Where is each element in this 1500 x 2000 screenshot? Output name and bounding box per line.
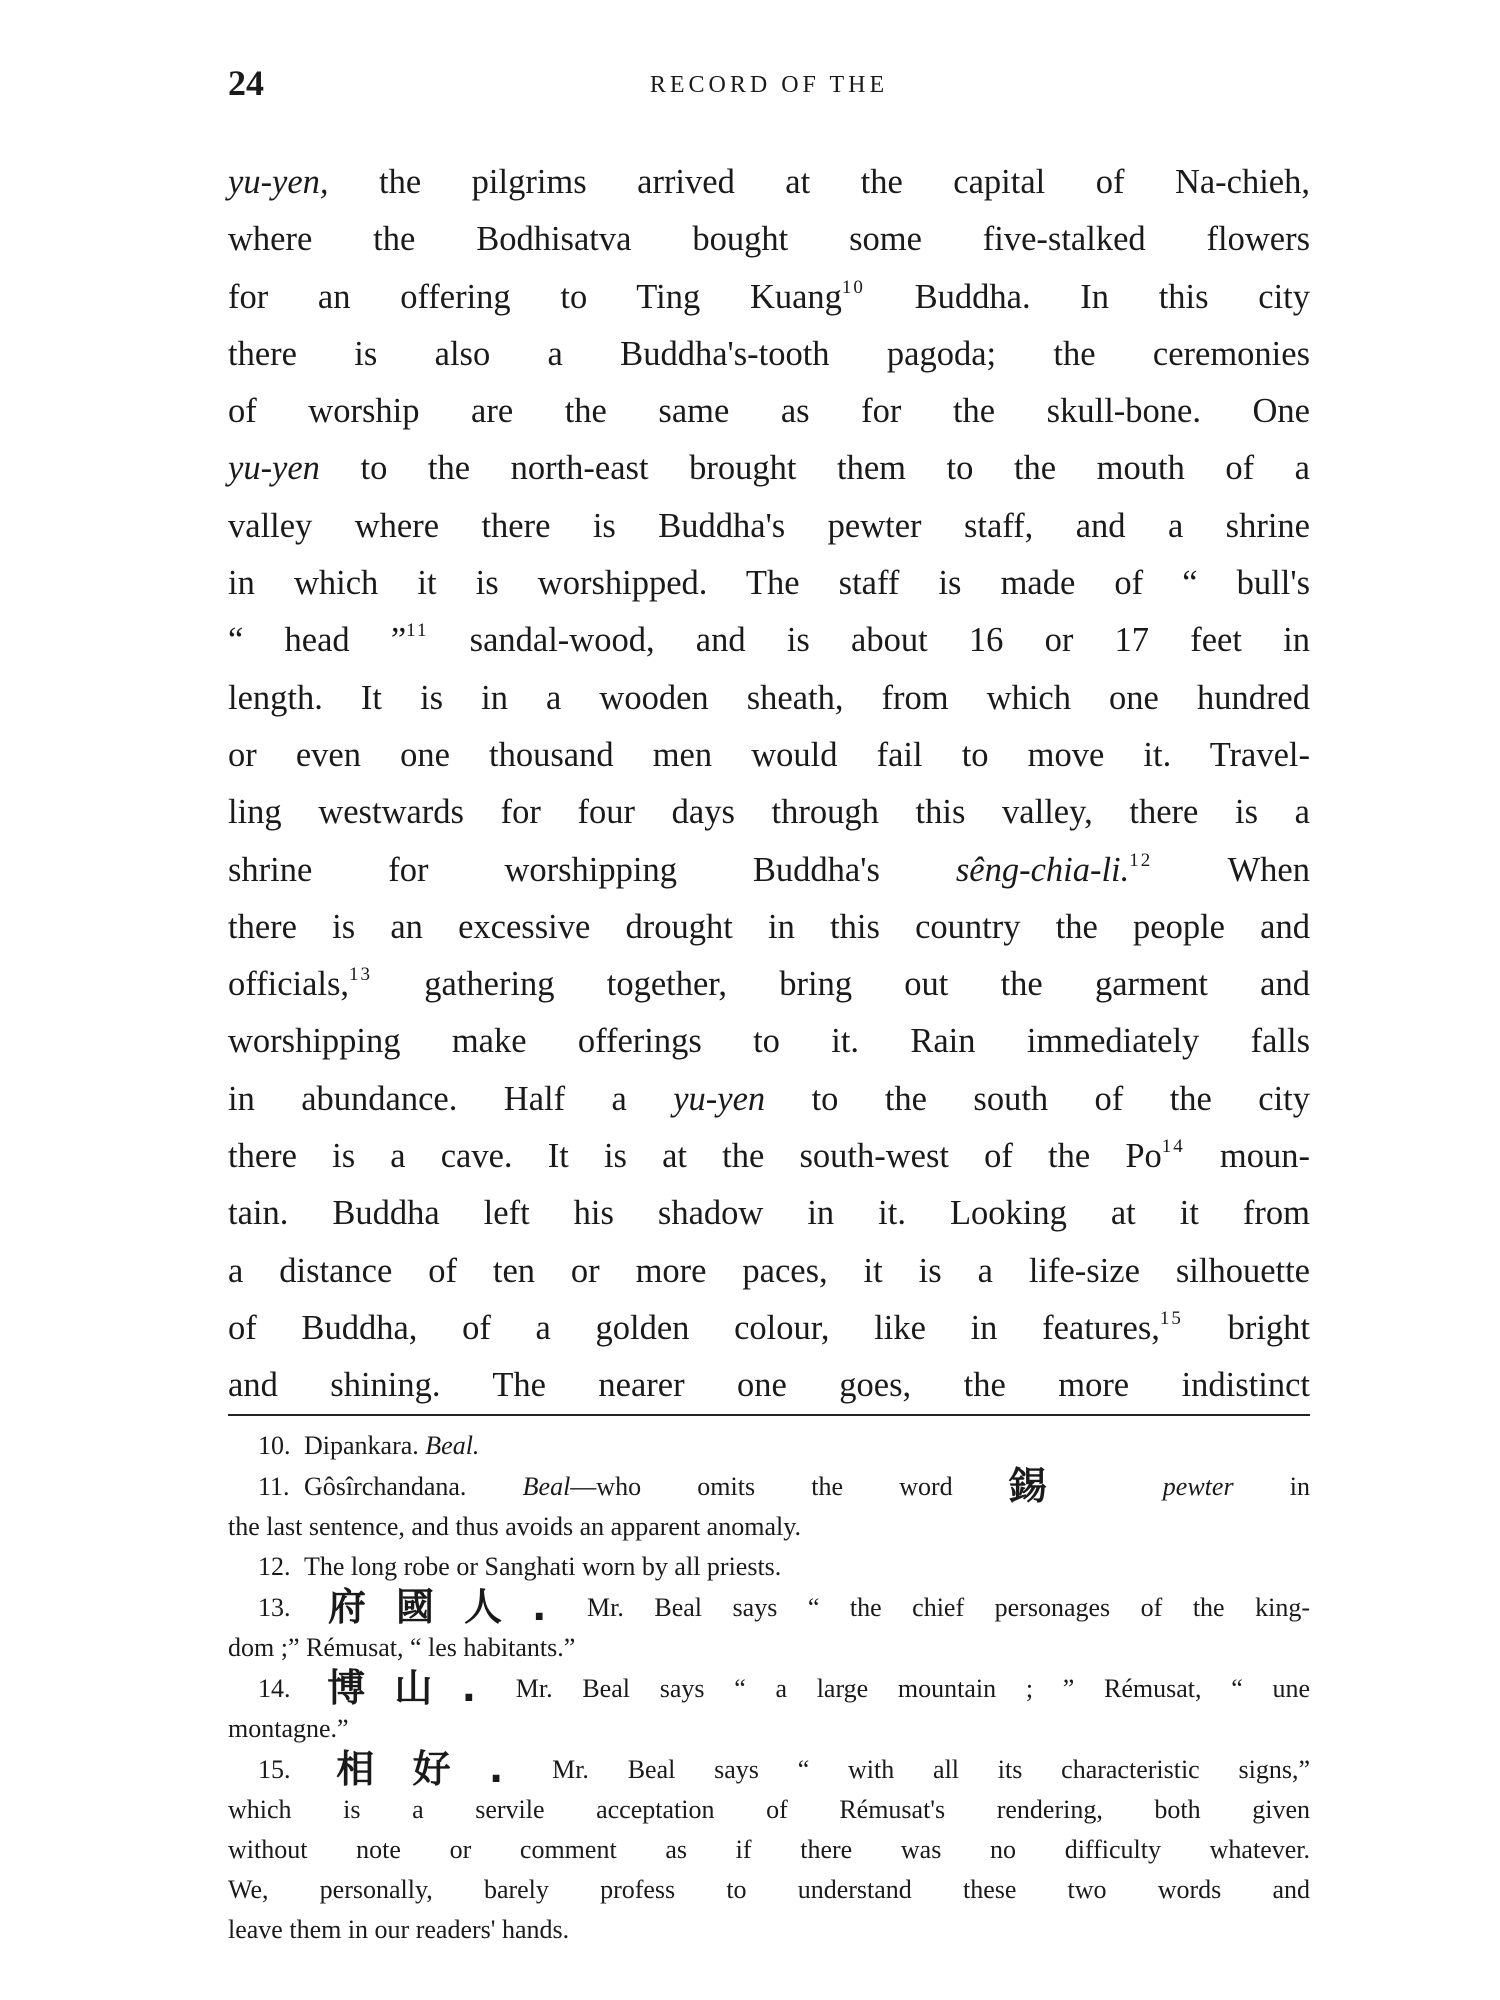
- text-line: length. It is in a wooden sheath, from which one hundred: [228, 678, 1310, 717]
- footnote-ref: 15: [1159, 1307, 1183, 1329]
- text-span: in: [1233, 1472, 1310, 1501]
- text-line: tain. Buddha left his shadow in it. Looking at it from: [228, 1194, 1310, 1233]
- text-line: [228, 440, 1310, 497]
- text-line: or even one thousand men would fail to move it. Travel-: [228, 735, 1310, 774]
- text-line: [228, 154, 1310, 211]
- footnote-14: [228, 1668, 1310, 1709]
- text-span: sandal-wood, and is about 16 or 17 feet in: [428, 621, 1310, 660]
- text-span: bright: [1182, 1308, 1310, 1347]
- text-span: Gôsîrchandana.: [304, 1472, 523, 1501]
- text-line: and shining. The nearer one goes, the more indistinct: [228, 1366, 1310, 1405]
- main-text: [228, 154, 1310, 1415]
- chinese-characters: 錫: [1008, 1464, 1103, 1508]
- text-span: Mr. Beal says “ a large mountain ; ” Rémusat, “ une: [486, 1674, 1310, 1703]
- text-line: [228, 842, 1310, 899]
- text-line: [228, 1128, 1310, 1185]
- footnote-number: 10.: [258, 1431, 291, 1460]
- page-number: 24: [228, 63, 264, 103]
- footnote-12: [228, 1547, 1310, 1587]
- page-header: [228, 62, 1310, 112]
- italic-term: pewter: [1106, 1472, 1234, 1501]
- italic-term: Beal.: [425, 1431, 480, 1460]
- footnote-divider: [228, 1414, 1310, 1416]
- text-line: there is an excessive drought in this country the people and: [228, 907, 1310, 946]
- text-span: “ head ”: [228, 621, 407, 660]
- text-line: where the Bodhisatva bought some five-stalked flowers: [228, 220, 1310, 259]
- text-span: to the north-east brought them to the mouth of a: [319, 449, 1310, 488]
- text-span: to the south of the city: [765, 1079, 1311, 1118]
- footnote-ref: 13: [349, 964, 373, 986]
- footnote-11: [228, 1466, 1310, 1507]
- footnote-ref: 14: [1161, 1136, 1185, 1158]
- text-line: ling westwards for four days through this valley, there is a: [228, 793, 1310, 832]
- text-line: [228, 1300, 1310, 1357]
- text-line: valley where there is Buddha's pewter staff, and a shrine: [228, 506, 1310, 545]
- text-span: moun-: [1184, 1137, 1310, 1176]
- footnotes: [228, 1426, 1310, 1950]
- italic-term: yu-yen: [228, 449, 320, 488]
- footnote-15-cont: We, personally, barely profess to understand these two words and: [228, 1875, 1310, 1904]
- italic-term: Beal: [522, 1472, 571, 1501]
- text-span: there is a cave. It is at the south-west of the Po: [228, 1137, 1162, 1176]
- footnote-number: 12.: [258, 1552, 291, 1581]
- footnote-11-cont: the last sentence, and thus avoids an apparent anomaly.: [228, 1512, 802, 1541]
- text-span: shrine for worshipping Buddha's: [228, 850, 956, 889]
- text-span: When: [1152, 850, 1310, 889]
- text-span: of Buddha, of a golden colour, like in features,: [228, 1308, 1160, 1347]
- footnote-number: 14.: [258, 1674, 291, 1703]
- chinese-characters: 博山.: [304, 1666, 483, 1710]
- italic-term: sêng-chia-li.: [955, 850, 1130, 889]
- footnote-number: 11.: [258, 1472, 290, 1501]
- footnote-15-cont: which is a servile acceptation of Rémusat's rendering, both given: [228, 1795, 1310, 1824]
- italic-term: yu-yen: [673, 1079, 766, 1118]
- text-line: [228, 612, 1310, 669]
- footnote-14-cont: montagne.”: [228, 1714, 349, 1743]
- text-line: [228, 269, 1310, 326]
- footnote-number: 13.: [258, 1593, 291, 1622]
- text-span: gathering together, bring out the garment and: [372, 965, 1310, 1004]
- footnote-ref: 10: [841, 276, 865, 298]
- running-head: RECORD OF THE: [649, 72, 889, 98]
- text-span: officials,: [228, 965, 350, 1004]
- text-line: of worship are the same as for the skull-bone. One: [228, 392, 1310, 431]
- text-line: there is also a Buddha's-tooth pagoda; the ceremonies: [228, 334, 1310, 373]
- footnote-13: [228, 1587, 1310, 1628]
- footnote-ref: 11: [406, 620, 429, 642]
- text-span: Dipankara.: [304, 1431, 426, 1460]
- footnote-15-cont: without note or comment as if there was no difficulty whatever.: [228, 1835, 1310, 1864]
- text-span: for an offering to Ting Kuang: [228, 277, 842, 316]
- footnote-10: [228, 1426, 1310, 1466]
- footnote-15: [228, 1749, 1310, 1790]
- text-span: The long robe or Sanghati worn by all priests.: [304, 1552, 782, 1581]
- footnote-ref: 12: [1129, 849, 1153, 871]
- footnote-number: 15.: [258, 1755, 291, 1784]
- text-span: Mr. Beal says “ with all its characteristic signs,”: [513, 1755, 1311, 1784]
- text-line: a distance of ten or more paces, it is a life-size silhouette: [228, 1251, 1310, 1290]
- footnote-15-cont: leave them in our readers' hands.: [228, 1915, 570, 1944]
- text-span: Mr. Beal says “ the chief personages of the king-: [556, 1593, 1310, 1622]
- chinese-characters: 相好.: [304, 1747, 510, 1791]
- footnote-13-cont: dom ;” Rémusat, “ les habitants.”: [228, 1633, 576, 1662]
- text-span: —who omits the word: [570, 1472, 1009, 1501]
- italic-term: yu-yen,: [228, 163, 329, 201]
- chinese-characters: 府國人.: [304, 1585, 553, 1629]
- text-span: the pilgrims arrived at the capital of Na-chieh,: [328, 163, 1310, 201]
- text-span: Buddha. In this city: [864, 277, 1310, 316]
- text-span: in abundance. Half a: [228, 1079, 674, 1118]
- text-line: [228, 1071, 1310, 1128]
- text-line: [228, 956, 1310, 1013]
- text-line: in which it is worshipped. The staff is made of “ bull's: [228, 564, 1310, 603]
- text-line: worshipping make offerings to it. Rain immediately falls: [228, 1022, 1310, 1061]
